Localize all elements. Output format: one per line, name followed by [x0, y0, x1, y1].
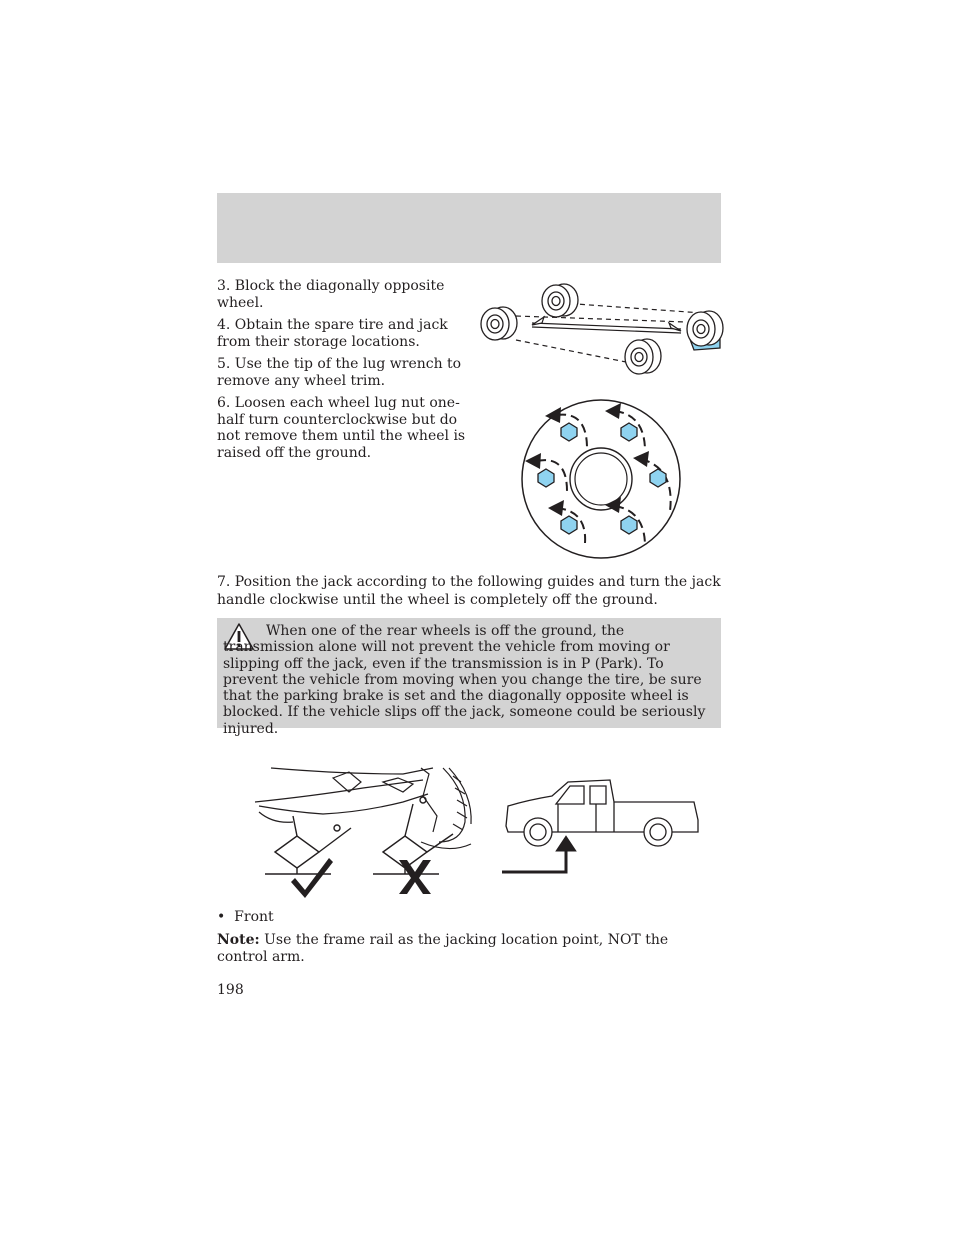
- section-header-bar: [217, 193, 721, 263]
- correct-checkmark-icon: [291, 858, 333, 898]
- bullet-marker: •: [217, 909, 226, 925]
- step-3-text: 3. Block the diagonally opposite wheel.: [217, 278, 445, 311]
- step-6-text: 6. Loosen each wheel lug nut one-half turn counterclockwise but do not remove them until the wheel is raised off the ground.: [217, 395, 466, 461]
- warning-text: When one of the rear wheels is off the ground, the transmission alone will not prevent the vehicle from moving or slipping off the jack, even if the transmission is in P (Park). To prevent the vehicle from moving when you change the tire, be sure that the parking brake is set and the diagonally opposite wheel is blocked. If the vehicle slips off the jack, someone could be seriously injured.: [223, 623, 706, 737]
- jack-placement-illustration: [253, 762, 483, 892]
- truck-front-jack-point-illustration: [498, 776, 708, 876]
- warning-box: [217, 618, 721, 737]
- block-diagonal-wheel-illustration: [476, 280, 726, 380]
- note-text: Use the frame rail as the jacking location point, NOT the control arm.: [217, 932, 669, 965]
- note-label: Note:: [217, 932, 260, 948]
- step-7-text: 7. Position the jack according to the following guides and turn the jack handle clockwise until the wheel is completely off the ground.: [217, 574, 721, 608]
- incorrect-x-icon: [399, 860, 431, 894]
- step-5-text: 5. Use the tip of the lug wrench to remove any wheel trim.: [217, 356, 462, 389]
- note-paragraph: [217, 932, 721, 965]
- bullet-item-front: [217, 909, 274, 926]
- page-number: 198: [217, 982, 244, 998]
- bullet-text: Front: [234, 909, 274, 925]
- lug-nut-loosening-illustration: [515, 393, 687, 565]
- step-4-text: 4. Obtain the spare tire and jack from their storage locations.: [217, 317, 448, 350]
